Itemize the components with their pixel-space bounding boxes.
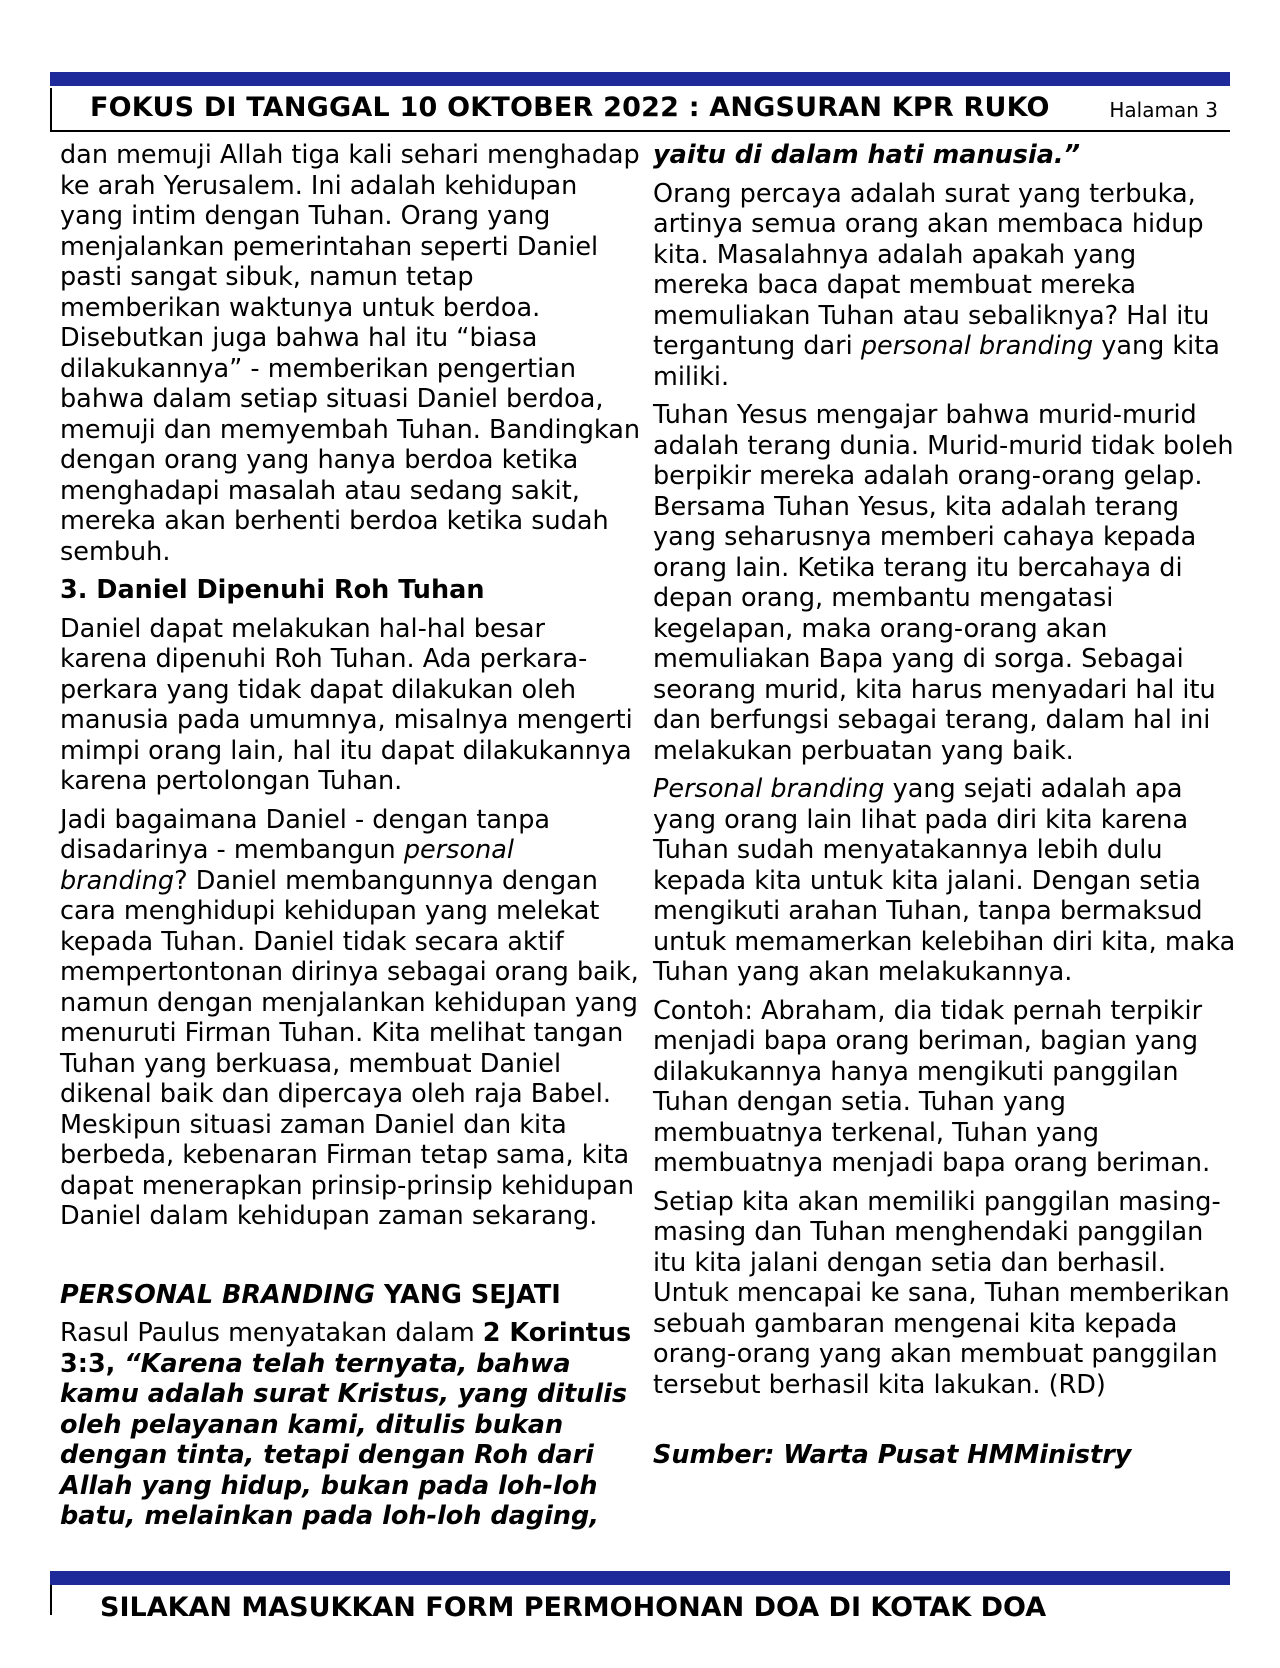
italic-term: Personal branding: [653, 774, 885, 804]
section-heading: [60, 1280, 640, 1311]
italic-term: personal branding: [60, 835, 514, 896]
heading-italic-part: PERSONAL BRANDING: [60, 1279, 376, 1310]
header-accent-bar: [50, 72, 1230, 86]
footer-divider: [50, 1585, 52, 1615]
paragraph: Tuhan Yesus mengajar bahwa murid-murid adalah terang dunia. Murid-murid tidak boleh berpikir mereka adalah orang-orang gelap. Bersama Tuhan Yesus, kita adalah terang yang seharusnya memberi cahaya kepada orang lain. Ketika terang itu bercahaya di depan orang, membantu mengatasi kegelapan, maka orang-orang akan memuliakan Bapa yang di sorga. Sebagai seorang murid, kita harus menyadari hal itu dan berfungsi sebagai terang, dalam hal ini melakukan perbuatan yang baik.: [653, 400, 1234, 766]
source-credit: Sumber: Warta Pusat HMMinistry: [653, 1440, 1132, 1470]
paragraph-text: ? Daniel membangunnya dengan cara menghidupi kehidupan yang melekat kepada Tuhan. Daniel tidak secara aktif mempertontonan dirinya sebagai orang baik, namun dengan menjalankan kehidupan yang menuruti Firman Tuhan. Kita melihat tangan Tuhan yang berkuasa, membuat Daniel dikenal baik dan dipercaya oleh raja Babel. Meskipun situasi zaman Daniel dan kita berbeda, kebenaran Firman tetap sama, kita dapat menerapkan prinsip-prinsip kehidupan Daniel dalam kehidupan zaman sekarang.: [60, 865, 639, 1231]
footer-accent-bar: [50, 1571, 1230, 1585]
bible-quote: “Karena telah ternyata, bahwa kamu adalah surat Kristus, yang ditulis oleh pelayanan kami, ditulis bukan dengan tinta, tetapi dengan Roh dari Allah yang hidup, bukan pada loh-loh batu, melainkan pada loh-loh daging,: [60, 1348, 628, 1531]
paragraph: [60, 1318, 640, 1532]
page-header: [50, 88, 1230, 132]
paragraph: [60, 805, 640, 1232]
paragraph: Contoh: Abraham, dia tidak pernah terpikir menjadi bapa orang beriman, bagian yang dilakukannya hanya mengikuti panggilan Tuhan dengan setia. Tuhan yang membuatnya terkenal, Tuhan yang membuatnya menjadi bapa orang beriman.: [653, 995, 1211, 1178]
heading-plain-part: YANG SEJATI: [375, 1279, 561, 1310]
paragraph: [653, 774, 1238, 988]
paragraph: [653, 179, 1238, 393]
page-number: Halaman 3: [1109, 98, 1218, 122]
paragraph: dan memuji Allah tiga kali sehari menghadap ke arah Yerusalem. Ini adalah kehidupan yang intim dengan Tuhan. Orang yang menjalankan pemerintahan seperti Daniel pasti sangat sibuk, namun tetap memberikan waktunya untuk berdoa. Disebutkan juga bahwa hal itu “biasa dilakukannya” - memberikan pengertian bahwa dalam setiap situasi Daniel berdoa, memuji dan memyembah Tuhan. Bandingkan dengan orang yang hanya berdoa ketika menghadapi masalah atau sedang sakit, mereka akan berhenti berdoa ketika sudah sembuh.: [60, 140, 640, 567]
bible-reference: 2 Korintus 3:3,: [60, 1318, 632, 1379]
paragraph-text: yang sejati adalah apa yang orang lain lihat pada diri kita karena Tuhan sudah menyatakannya lebih dulu kepada kita untuk kita jalani. Dengan setia mengikuti arahan Tuhan, tanpa bermaksud untuk memamerkan kelebihan diri kita, maka Tuhan yang akan melakukannya.: [653, 774, 1236, 987]
paragraph-text: Rasul Paulus menyatakan dalam: [60, 1318, 483, 1348]
paragraph-text: yang kita miliki.: [653, 331, 1220, 392]
section-heading: 3. Daniel Dipenuhi Roh Tuhan: [60, 575, 485, 605]
paragraph-text: Jadi bagaimana Daniel - dengan tanpa disadarinya - membangun: [60, 804, 551, 865]
header-title: FOKUS DI TANGGAL 10 OKTOBER 2022 : ANGSURAN KPR RUKO: [90, 92, 1050, 123]
paragraph-text: Orang percaya adalah surat yang terbuka, artinya semua orang akan membaca hidup kita. Masalahnya adalah apakah yang mereka baca dapat membuat mereka memuliakan Tuhan atau sebaliknya? Hal itu tergantung dari: [653, 178, 1210, 361]
left-column: [60, 140, 640, 1540]
footer-text: SILAKAN MASUKKAN FORM PERMOHONAN DOA DI KOTAK DOA: [100, 1592, 1047, 1623]
paragraph: Setiap kita akan memiliki panggilan masing-masing dan Tuhan menghendaki panggilan itu kita jalani dengan setia dan berhasil. Untuk mencapai ke sana, Tuhan memberikan sebuah gambaran mengenai kita kepada orang-orang yang akan membuat panggilan tersebut berhasil kita lakukan. (RD): [653, 1186, 1230, 1400]
right-column: [653, 140, 1238, 1479]
paragraph: Daniel dapat melakukan hal-hal besar karena dipenuhi Roh Tuhan. Ada perkara-perkara yang tidak dapat dilakukan oleh manusia pada umumnya, misalnya mengerti mimpi orang lain, hal itu dapat dilakukannya karena pertolongan Tuhan.: [60, 613, 633, 796]
italic-term: personal branding: [860, 331, 1094, 361]
bible-quote-end: yaitu di dalam hati manusia.”: [653, 140, 1081, 170]
